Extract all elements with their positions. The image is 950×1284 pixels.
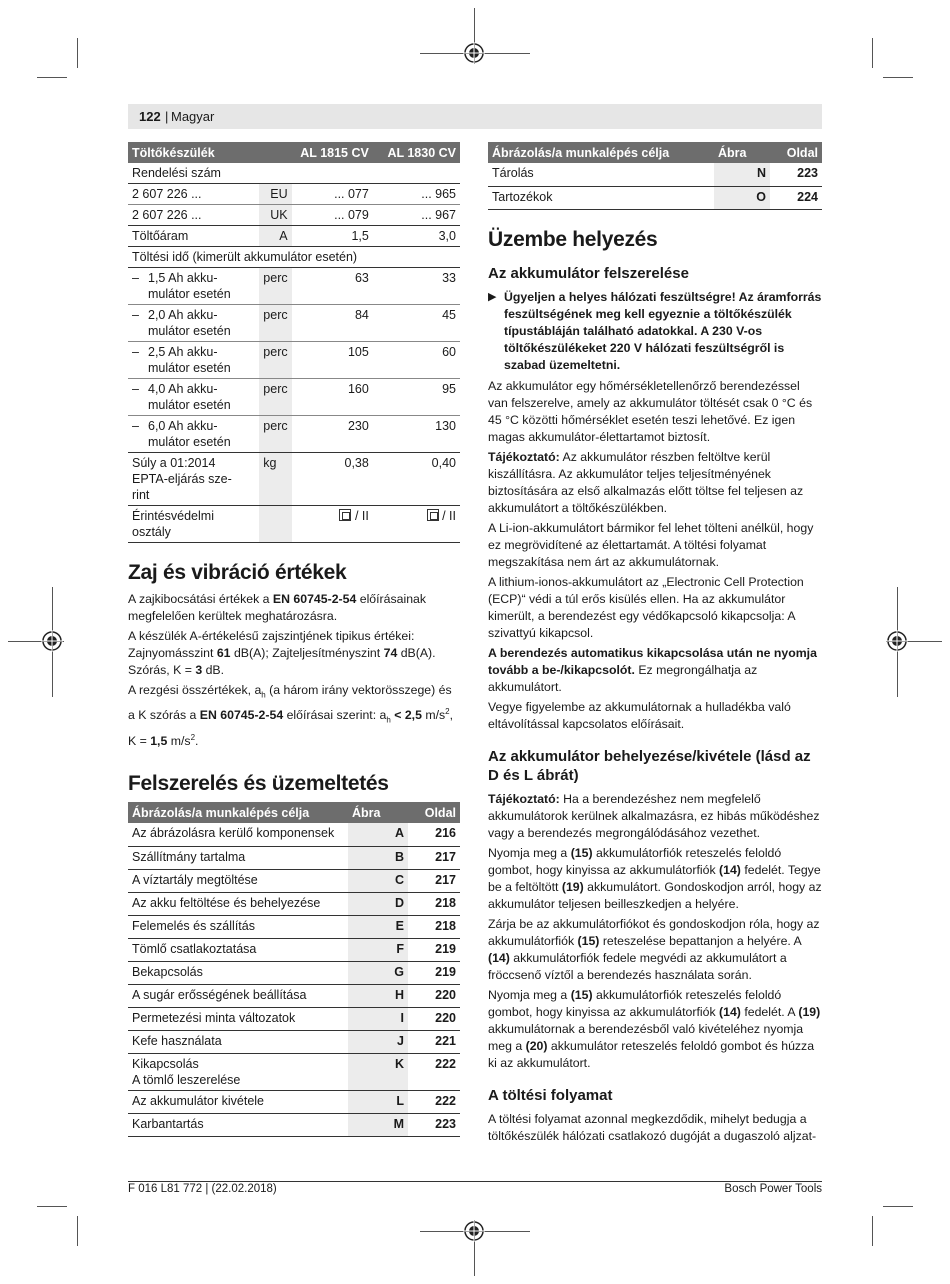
startup-title: Üzembe helyezés <box>488 227 658 251</box>
charge-row-label: – 6,0 Ah akku- mulátor esetén <box>128 416 259 453</box>
table-row: A sugár erősségének beállítása H 220 <box>128 984 460 1007</box>
noise-paragraph-1: A zajkibocsátási értékek a EN 60745-2-54 előírásainak megfelelően kerültek meghatározásra. <box>128 592 427 623</box>
assembly-header-row <box>128 802 460 823</box>
charge-row-value-2: 130 <box>373 416 460 453</box>
charge-row-value-2: 45 <box>373 305 460 342</box>
crop-mark <box>883 1206 913 1207</box>
spec-header-row <box>128 142 460 163</box>
assembly-table <box>128 802 460 1137</box>
current-value-1: 1,5 <box>292 226 373 247</box>
spec-header-product: Töltőkészülék <box>128 142 259 163</box>
order-value-1: ... 077 <box>292 184 373 205</box>
startup-paragraph: A Li-ion-akkumulátort bármikor fel lehet tölteni anélkül, hogy ez megrövidítené az élettartamát. A töltési folyamat megszakítása nem árt az akkumulátornak. <box>488 520 814 569</box>
noise-title: Zaj és vibráció értékek <box>128 561 347 584</box>
charge-row-value-1: 230 <box>292 416 373 453</box>
table-row <box>128 379 460 416</box>
table-row: Szállítmány tartalma B 217 <box>128 846 460 869</box>
charge-row-label: – 4,0 Ah akku- mulátor esetén <box>128 379 259 416</box>
current-unit: A <box>259 226 291 247</box>
table-row <box>128 226 460 247</box>
order-value-2: ... 965 <box>373 184 460 205</box>
assembly-header-purpose: Ábrázolás/a munkalépés célja <box>488 142 714 163</box>
voltage-warning <box>488 289 822 374</box>
charge-row-value-1: 105 <box>292 342 373 379</box>
crop-mark <box>77 1216 78 1246</box>
table-row <box>128 342 460 379</box>
weight-label: Súly a 01:2014 EPTA-eljárás sze- rint <box>128 453 259 506</box>
registration-mark-icon <box>886 630 908 652</box>
noise-paragraph-2: A készülék A-értékelésű zajszintjének tipikus értékei: Zajnyomásszint 61 dB(A); Zajteljesítményszint 74 dB(A). Szórás, K = 3 dB. <box>128 629 436 677</box>
battery-insert-heading: Az akkumulátor behelyezése/kivétele (lásd az D és L ábrát) <box>488 747 811 784</box>
protection-value-1: / II <box>292 506 373 543</box>
charge-time-label: Töltési idő (kimerült akkumulátor esetén) <box>128 247 460 268</box>
page-header-band <box>128 104 822 129</box>
order-number: 2 607 226 ... <box>128 184 259 205</box>
table-row: Felemelés és szállítás E 218 <box>128 915 460 938</box>
noise-paragraph-3: A rezgési összértékek, $a_h$ (a három irány vektorösszege) és a K szórás a EN 60745-2-54 előírásai szerint: $a_h < 2,5$ $m/s^2$, K = 1,5 $m/s^2$. <box>128 683 454 749</box>
assembly-header-page: Oldal <box>770 142 822 163</box>
insert-paragraph: Nyomja meg a (15) akkumulátorfiók reteszelés feloldó gombot, hogy kinyissa az akkumulátorfiók (14) fedelét. A (19) akkumulátornak a berendezésből való kivételéhez nyomja meg a (20) akkumulátor reteszelés feloldó gombot és húzza ki az akkumulátort. <box>488 987 821 1070</box>
assembly-header-page: Oldal <box>408 802 460 823</box>
charge-row-unit: perc <box>259 268 291 305</box>
charge-row-value-1: 63 <box>292 268 373 305</box>
weight-value-1: 0,38 <box>292 453 373 506</box>
protection-label: Érintésvédelmi osztály <box>128 506 259 543</box>
charging-paragraph: A töltési folyamat azonnal megkezdődik, mihelyt bedugja a töltőkészülék hálózati csatlakozó dugóját a dugaszoló aljzat- <box>488 1111 817 1143</box>
spec-header-unit <box>259 142 291 163</box>
table-row: Tömlő csatlakoztatása F 219 <box>128 938 460 961</box>
spec-table <box>128 142 460 543</box>
protection-unit <box>259 506 291 543</box>
table-row <box>128 453 460 506</box>
charge-row-label: – 2,5 Ah akku- mulátor esetén <box>128 342 259 379</box>
table-row: Tárolás N 223 <box>488 163 822 186</box>
startup-paragraph: A berendezés automatikus kikapcsolása után ne nyomja tovább a be-/kikapcsolót. Ez megrongálhatja az akkumulátort. <box>488 645 817 694</box>
table-row: Permetezési minta változatok I 220 <box>128 1007 460 1030</box>
crop-mark <box>37 1206 67 1207</box>
left-column <box>128 142 460 1137</box>
insert-paragraph: Zárja be az akkumulátorfiókot és gondoskodjon róla, hogy az akkumulátorfiók (15) reteszelése bepattanjon a helyére. A (14) akkumulátorfiók fedele megvédi az akkumulátort a fröccsenő víztől a berendezés használata során. <box>488 916 820 982</box>
spec-header-model-2: AL 1830 CV <box>373 142 460 163</box>
charge-row-value-2: 60 <box>373 342 460 379</box>
protection-value-2: / II <box>373 506 460 543</box>
charge-row-value-2: 95 <box>373 379 460 416</box>
assembly-header-figure: Ábra <box>348 802 408 823</box>
double-insulation-icon <box>339 509 351 521</box>
table-row: Karbantartás M 223 <box>128 1113 460 1136</box>
table-row <box>128 247 460 268</box>
order-region: UK <box>259 205 291 226</box>
order-number: 2 607 226 ... <box>128 205 259 226</box>
registration-mark-icon <box>463 1220 485 1242</box>
startup-paragraph: Vegye figyelembe az akkumulátornak a hulladékba való eltávolítással kapcsolatos előírásait. <box>488 699 791 731</box>
table-row: A víztartály megtöltése C 217 <box>128 869 460 892</box>
header-language: Magyar <box>171 109 215 124</box>
current-label: Töltőáram <box>128 226 259 247</box>
warning-text: Ügyeljen a helyes hálózati feszültségre! Az áramforrás feszültségének meg kell egyeznie a töltőkészülék típustábláján található adatokkal. A 230 V-os töltőkészülékeket 220 V hálózati feszültségről is szabad üzemeltetni. <box>504 289 822 372</box>
startup-paragraph: Tájékoztató: Az akkumulátor részben feltöltve kerül kiszállításra. Az akkumulátor teljes teljesítményének biztosítására az első alkalmazás előtt töltse fel teljesen az akkumulátort a töltőkészülékben. <box>488 449 804 515</box>
order-number-label: Rendelési szám <box>128 163 460 184</box>
table-row <box>128 184 460 205</box>
insert-paragraph: Nyomja meg a (15) akkumulátorfiók reteszelés feloldó gombot, hogy kinyissa az akkumulátorfiók (14) fedelét. Tegye be a feltöltött (19) akkumulátort. Gondoskodjon arról, hogy az akkumulátor teljesen beilleszkedjen a helyére. <box>488 845 822 911</box>
battery-fitting-heading: Az akkumulátor felszerelése <box>488 264 689 282</box>
warning-arrow-icon: ▶ <box>488 290 497 303</box>
charge-row-label: – 1,5 Ah akku- mulátor esetén <box>128 268 259 305</box>
charge-row-unit: perc <box>259 416 291 453</box>
footer-divider <box>128 1181 822 1182</box>
table-row: Az akku feltöltése és behelyezése D 218 <box>128 892 460 915</box>
weight-unit: kg <box>259 453 291 506</box>
table-row: Az ábrázolásra kerülő komponensek A 216 <box>128 823 460 846</box>
charge-row-value-1: 84 <box>292 305 373 342</box>
assembly-header-figure: Ábra <box>714 142 770 163</box>
table-row: Kefe használata J 221 <box>128 1030 460 1053</box>
current-value-2: 3,0 <box>373 226 460 247</box>
registration-mark-icon <box>463 42 485 64</box>
double-insulation-icon <box>427 509 439 521</box>
document-code: F 016 L81 772 | (22.02.2018) <box>128 1183 277 1195</box>
charge-row-value-1: 160 <box>292 379 373 416</box>
order-region: EU <box>259 184 291 205</box>
table-row: Bekapcsolás G 219 <box>128 961 460 984</box>
order-value-2: ... 967 <box>373 205 460 226</box>
table-row <box>128 416 460 453</box>
assembly-header-row <box>488 142 822 163</box>
crop-mark <box>883 77 913 78</box>
startup-paragraph: Az akkumulátor egy hőmérsékletellenőrző berendezéssel van felszerelve, amely az akkumulátor töltését csak 0 °C és 45 °C közötti hőmérséklet esetén teszi lehetővé. Ez igen magas akkumulátor-élettartamot biztosít. <box>488 378 813 444</box>
crop-mark <box>872 1216 873 1246</box>
table-row <box>128 506 460 543</box>
registration-mark-icon <box>41 630 63 652</box>
insert-paragraph: Tájékoztató: Ha a berendezéshez nem megfelelő akkumulátorok kerülnek alkalmazásra, ez hibás működéshez vagy a berendezés megrongálódásához vezethet. <box>488 791 820 840</box>
table-row <box>128 163 460 184</box>
assembly-header-purpose: Ábrázolás/a munkalépés célja <box>128 802 348 823</box>
table-row <box>128 305 460 342</box>
header-separator: | <box>165 109 169 124</box>
spec-header-model-1: AL 1815 CV <box>292 142 373 163</box>
table-row: Tartozékok O 224 <box>488 186 822 209</box>
table-row: Az akkumulátor kivétele L 222 <box>128 1090 460 1113</box>
startup-paragraph: A lithium-ionos-akkumulátort az „Electronic Cell Protection (ECP)“ védi a túl erős kisülés ellen. Ha az akkumulátor kimerült, a berendezést egy védőkapcsoló kikapcsolja: A szivattyú kikapcsol. <box>488 574 804 640</box>
charge-row-value-2: 33 <box>373 268 460 305</box>
weight-value-2: 0,40 <box>373 453 460 506</box>
page-number: 122 <box>139 109 161 124</box>
table-row <box>128 205 460 226</box>
order-value-1: ... 079 <box>292 205 373 226</box>
charge-row-unit: perc <box>259 305 291 342</box>
crop-mark <box>37 77 67 78</box>
crop-mark <box>872 38 873 68</box>
charge-row-unit: perc <box>259 379 291 416</box>
right-column <box>488 142 822 1148</box>
assembly-title: Felszerelés és üzemeltetés <box>128 772 389 796</box>
charging-heading: A töltési folyamat <box>488 1086 613 1104</box>
assembly-table-continued <box>488 142 822 210</box>
table-row <box>128 268 460 305</box>
crop-mark <box>77 38 78 68</box>
charge-row-unit: perc <box>259 342 291 379</box>
publisher-name: Bosch Power Tools <box>724 1183 822 1195</box>
table-row: Kikapcsolás A tömlő leszerelése K 222 <box>128 1053 460 1090</box>
charge-row-label: – 2,0 Ah akku- mulátor esetén <box>128 305 259 342</box>
